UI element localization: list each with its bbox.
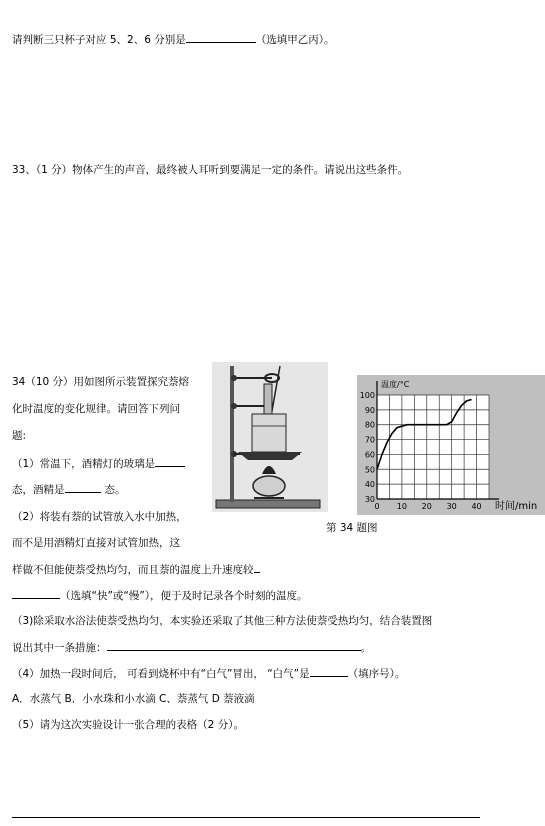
q34-line3: 题:	[12, 430, 27, 442]
q34-part1-line2	[12, 482, 126, 497]
q34-line1: 34（10 分）用如图所示装置探究萘熔	[12, 376, 190, 388]
q34-part4-text-b: （填序号）。	[347, 668, 406, 680]
x-tick-label: 30	[446, 502, 457, 511]
bottom-rule	[12, 817, 480, 818]
q34-part1-text-a: （1）常温下，酒精灯的玻璃是	[12, 458, 156, 470]
y-axis-label: 温度/°C	[381, 380, 410, 389]
figure-caption: 第 34 题图	[326, 522, 378, 534]
y-tick-label: 30	[364, 495, 375, 504]
x-tick-label: 0	[374, 502, 380, 511]
q32-answer-blank[interactable]	[186, 32, 256, 43]
q33-question: 33、（1 分）物体产生的声音，最终被人耳听到要满足一定的条件。请说出这些条件。	[12, 164, 409, 176]
q32-text: 请判断三只杯子对应 5、2、6 分别是	[12, 34, 186, 46]
apparatus-figure	[212, 362, 328, 512]
x-tick-label: 40	[471, 502, 482, 511]
q34-part2-line3	[12, 562, 260, 577]
q34-part1-text-c: 态。	[104, 484, 126, 496]
y-tick-label: 40	[364, 480, 375, 490]
q34-part2-line4	[12, 588, 308, 603]
y-tick-label: 50	[364, 465, 375, 475]
q32-line	[12, 32, 334, 47]
y-tick-label: 60	[364, 450, 375, 460]
q34-line2: 化时温度的变化规律。请回答下列问	[12, 403, 180, 415]
y-tick-label: 90	[364, 405, 375, 415]
q34-part4-text-a: （4）加热一段时间后， 可看到烧杯中有“白气”冒出， “白气”是	[12, 668, 310, 680]
q34-part4-line	[12, 666, 405, 681]
q34-part4-blank[interactable]	[310, 666, 348, 677]
y-tick-label: 70	[364, 435, 375, 445]
y-tick-label: 100	[359, 391, 375, 400]
temperature-chart	[357, 375, 545, 515]
q34-part3-line1: （3)除采取水浴法使萘受热均匀，本实验还采取了其他三种方法使萘受热均匀，结合装置图	[12, 615, 433, 627]
plot-area	[377, 395, 489, 499]
q34-part2-blank[interactable]	[12, 588, 60, 599]
q34-part1-blank2[interactable]	[65, 482, 101, 493]
q34-part2-line1: （2）将装有萘的试管放入水中加热，	[12, 511, 187, 523]
q32-text-after: （选填甲乙丙）。	[255, 34, 335, 46]
x-tick-label: 20	[421, 502, 432, 511]
x-axis-label: 时间/min	[495, 501, 538, 512]
q34-part2-text-d: （选填“快”或“慢”），便于及时记录各个时刻的温度。	[60, 590, 308, 602]
q34-part2-blank-short[interactable]	[254, 562, 260, 573]
q34-part1-blank1[interactable]	[155, 456, 185, 467]
x-tick-label: 10	[396, 502, 407, 511]
q34-options: A．水蒸气 B．小水珠和小水滴 C、萘蒸气 D 萘液滴	[12, 693, 255, 705]
q34-part2-text-c: 样做不但能使萘受热均匀，而且萘的温度上升速度较	[12, 564, 254, 576]
q34-part2-line2: 而不是用酒精灯直接对试管加热，这	[12, 537, 180, 549]
q34-part3-text-c: 。	[360, 642, 371, 654]
q34-part1-text-b: 态，酒精是	[12, 484, 65, 496]
q34-part1-line1	[12, 456, 185, 471]
q34-part3-blank[interactable]	[107, 640, 361, 651]
y-tick-label: 80	[364, 420, 375, 430]
q34-part3-line2	[12, 640, 371, 655]
temperature-chart-svg	[357, 375, 545, 515]
q34-part5: （5）请为这次实验设计一张合理的表格（2 分）。	[12, 719, 244, 731]
q34-part3-text-b: 说出其中一条措施：	[12, 642, 107, 654]
